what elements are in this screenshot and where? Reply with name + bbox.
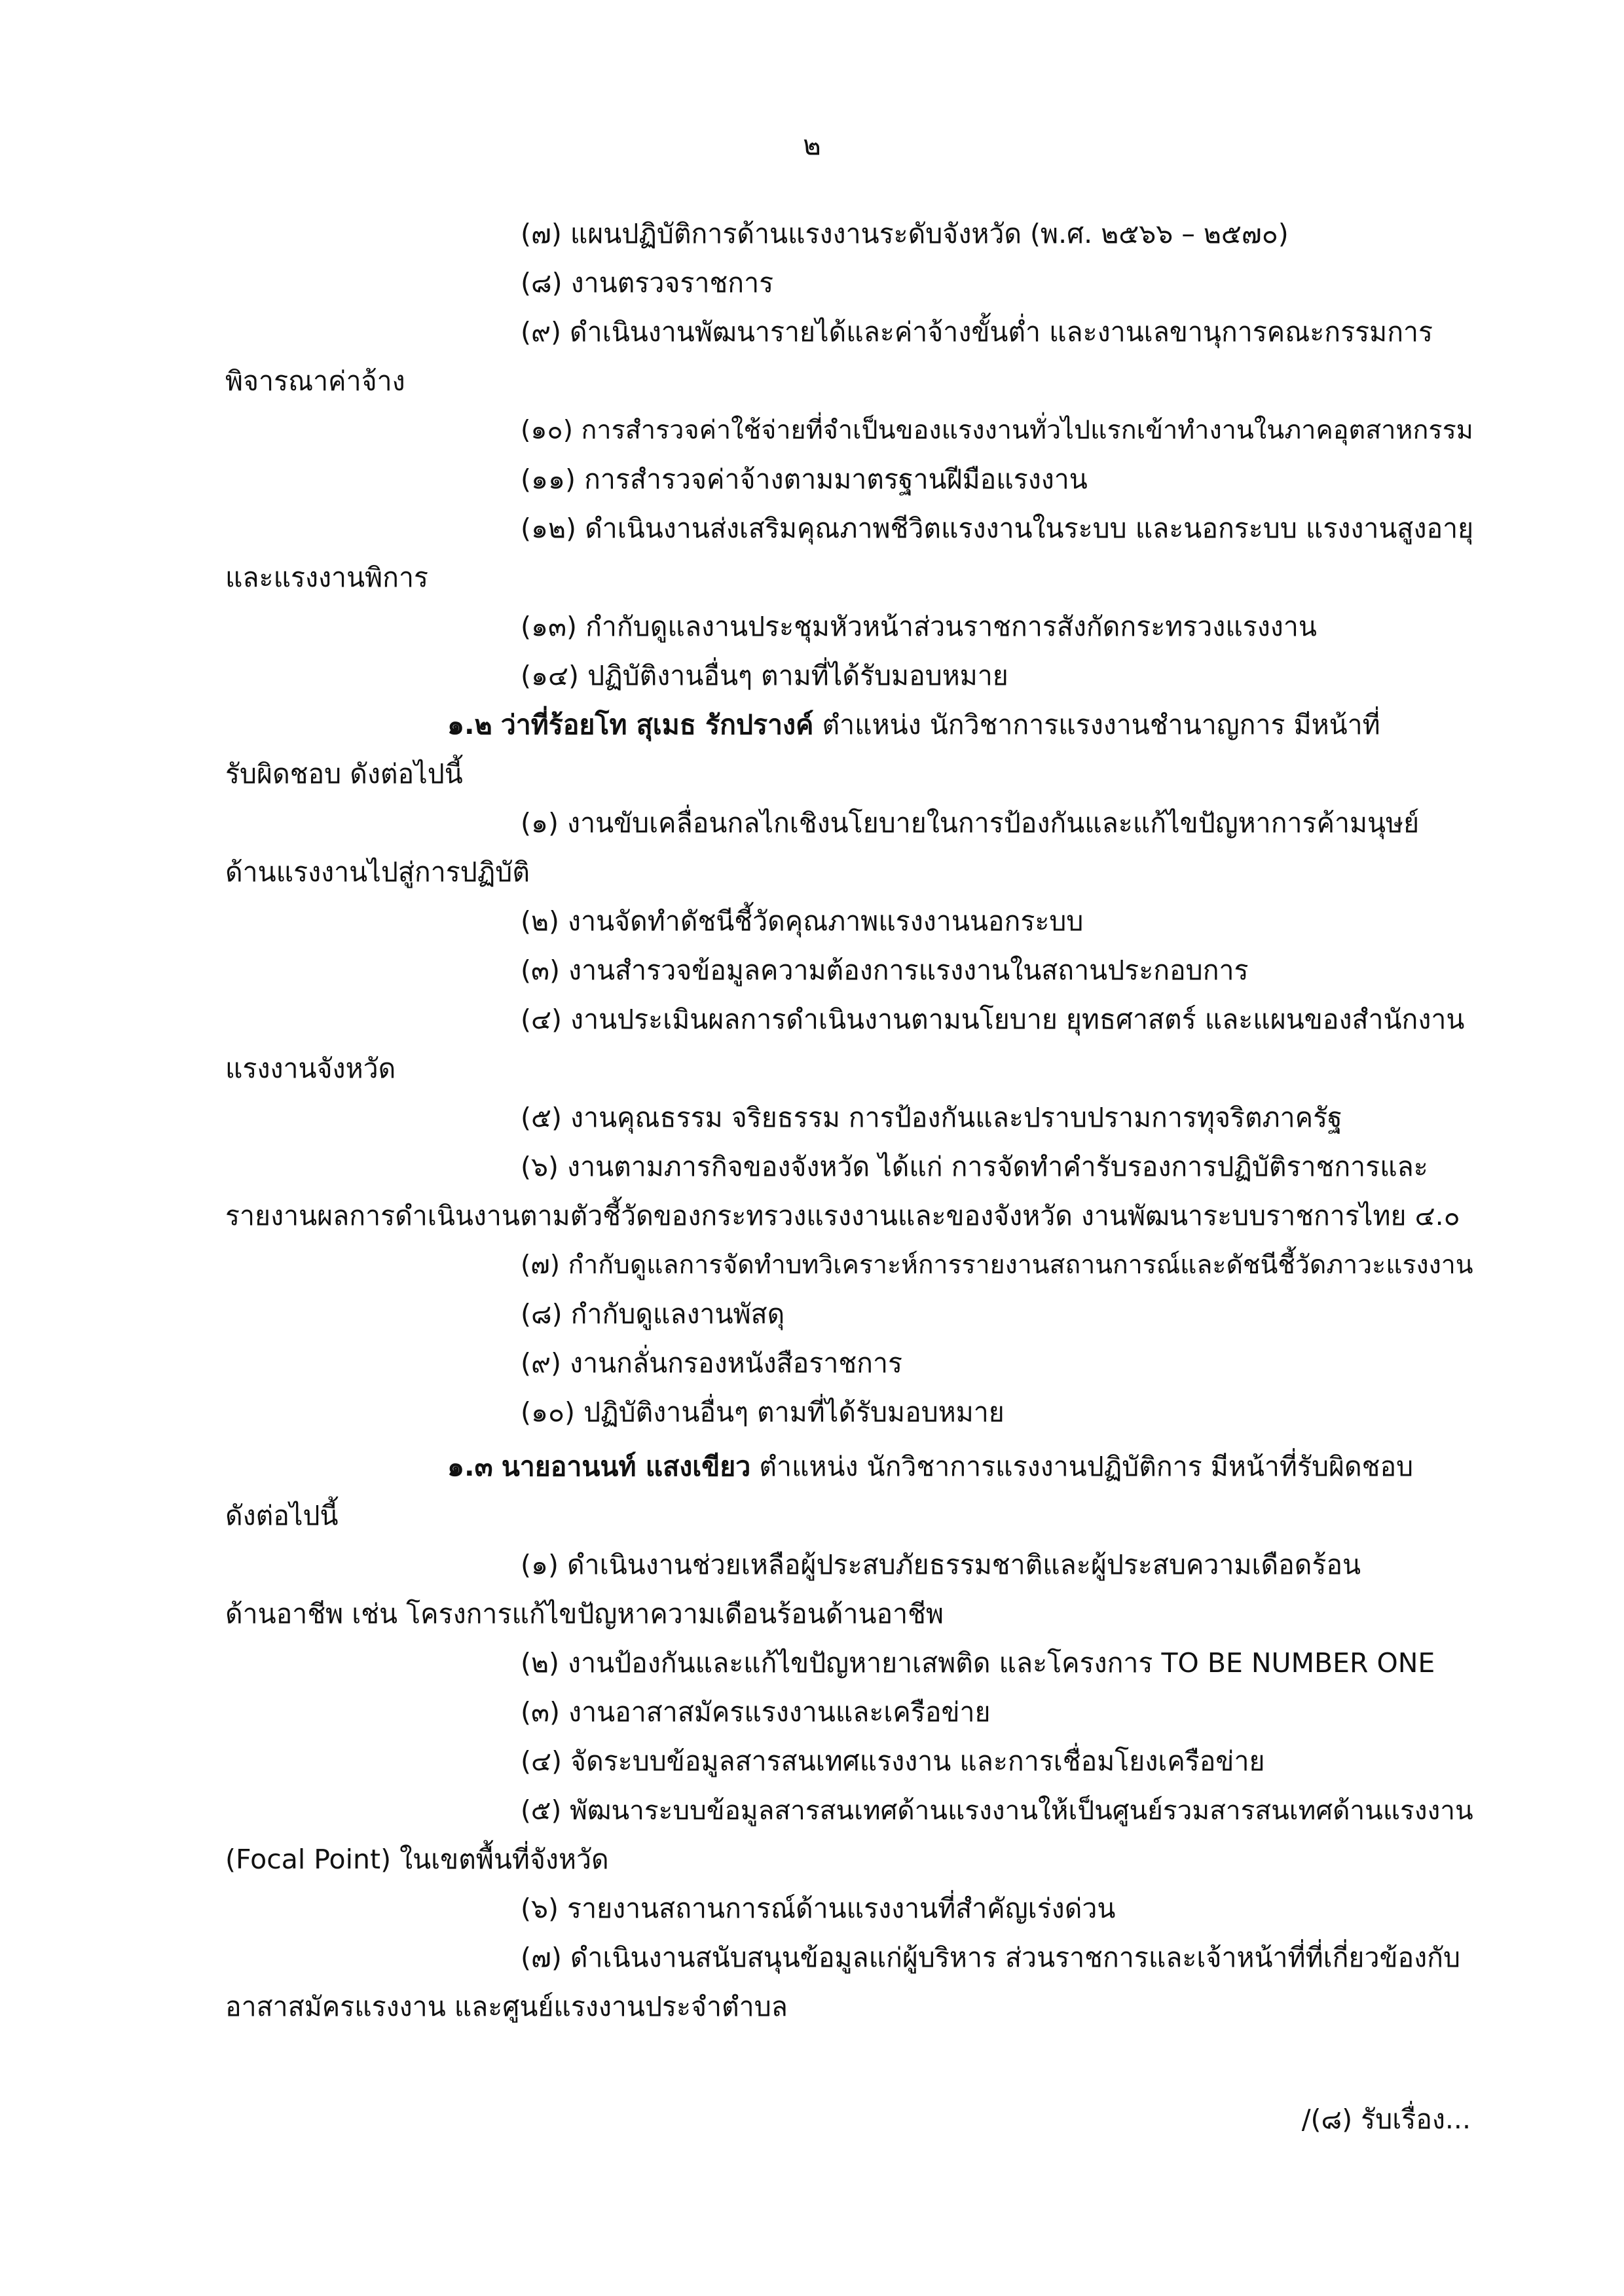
list-item: (๑) ดำเนินงานช่วยเหลือผู้ประสบภัยธรรมชาติและผู้ประสบความเดือดร้อน [521, 1549, 1361, 1580]
page-number: ๒ [803, 129, 821, 161]
continuation-note: /(๘) รับเรื่อง... [1301, 2104, 1471, 2135]
section-1-1 [0, 210, 1624, 701]
list-item: (๑๑) การสำรวจค่าจ้างตามมาตรฐานฝีมือแรงงาน [521, 464, 1088, 495]
section-number: ๑.๒ [447, 709, 492, 740]
list-item: (๗) ดำเนินงานสนับสนุนข้อมูลแก่ผู้บริหาร ส่วนราชการและเจ้าหน้าที่ที่เกี่ยวข้องกับ [521, 1942, 1460, 1973]
list-item: (๖) รายงานสถานการณ์ด้านแรงงานที่สำคัญเร่งด่วน [521, 1893, 1116, 1924]
list-item: (๑๐) การสำรวจค่าใช้จ่ายที่จำเป็นของแรงงานทั่วไปแรกเข้าทำงานในภาคอุตสาหกรรม [521, 415, 1473, 445]
list-item: (๑) งานขับเคลื่อนกลไกเชิงนโยบายในการป้องกันและแก้ไขปัญหาการค้ามนุษย์ [521, 807, 1420, 839]
list-item-continuation: และแรงงานพิการ [225, 562, 429, 593]
section-heading [0, 1442, 1624, 1491]
list-item-continuation: ด้านแรงงานไปสู่การปฏิบัติ [225, 856, 530, 888]
list-item: (๙) ดำเนินงานพัฒนารายได้และค่าจ้างขั้นต่ำ และงานเลขานุการคณะกรรมการ [521, 316, 1433, 348]
list-item: (๗) แผนปฏิบัติการด้านแรงงานระดับจังหวัด (พ.ศ. ๒๕๖๖ – ๒๕๗๐) [521, 218, 1289, 249]
section-number: ๑.๓ [447, 1451, 493, 1482]
list-item-continuation: แรงงานจังหวัด [225, 1053, 396, 1084]
document-body [0, 210, 1624, 2032]
list-item: (๑๒) ดำเนินงานส่งเสริมคุณภาพชีวิตแรงงานในระบบ และนอกระบบ แรงงานสูงอายุ [521, 513, 1474, 544]
position-text: ตำแหน่ง นักวิชาการแรงงานปฏิบัติการ มีหน้าที่รับผิดชอบ [759, 1451, 1414, 1482]
person-name: ว่าที่ร้อยโท สุเมธ รักปรางค์ [500, 709, 814, 740]
list-item: (๑๓) กำกับดูแลงานประชุมหัวหน้าส่วนราชการสังกัดกระทรวงแรงงาน [521, 611, 1317, 642]
list-item: (๔) จัดระบบข้อมูลสารสนเทศแรงงาน และการเชื่อมโยงเครือข่าย [521, 1745, 1265, 1777]
section-heading-continuation: ดังต่อไปนี้ [225, 1500, 339, 1531]
list-item-continuation: อาสาสมัครแรงงาน และศูนย์แรงงานประจำตำบล [225, 1991, 788, 2022]
list-item: (๓) งานอาสาสมัครแรงงานและเครือข่าย [521, 1696, 991, 1728]
list-item: (๗) กำกับดูแลการจัดทำบทวิเคราะห์การรายงานสถานการณ์และดัชนีชี้วัดภาวะแรงงาน [521, 1250, 1473, 1280]
list-item: (๘) งานตรวจราชการ [521, 267, 774, 299]
list-item: (๘) กำกับดูแลงานพัสดุ [521, 1298, 785, 1330]
section-1-2 [0, 701, 1624, 1437]
list-item: (๒) งานป้องกันและแก้ไขปัญหายาเสพติด และโครงการ TO BE NUMBER ONE [521, 1647, 1435, 1679]
list-item: (๖) งานตามภารกิจของจังหวัด ได้แก่ การจัดทำคำรับรองการปฏิบัติราชการและ [521, 1151, 1428, 1182]
list-item-continuation: (Focal Point) ในเขตพื้นที่จังหวัด [225, 1844, 609, 1875]
list-item: (๑๔) ปฏิบัติงานอื่นๆ ตามที่ได้รับมอบหมาย [521, 660, 1008, 691]
section-heading [0, 701, 1624, 750]
list-item: (๕) งานคุณธรรม จริยธรรม การป้องกันและปราบปรามการทุจริตภาครัฐ [521, 1102, 1342, 1133]
section-heading-continuation: รับผิดชอบ ดังต่อไปนี้ [225, 758, 463, 790]
person-name: นายอานนท์ แสงเขียว [501, 1451, 751, 1482]
position-text: ตำแหน่ง นักวิชาการแรงงานชำนาญการ มีหน้าที่ [822, 709, 1380, 740]
list-item-continuation: รายงานผลการดำเนินงานตามตัวชี้วัดของกระทรวงแรงงานและของจังหวัด งานพัฒนาระบบราชการไทย ๔.๐ [225, 1200, 1460, 1231]
list-item: (๕) พัฒนาระบบข้อมูลสารสนเทศด้านแรงงานให้เป็นศูนย์รวมสารสนเทศด้านแรงงาน [521, 1795, 1473, 1826]
list-item: (๒) งานจัดทำดัชนีชี้วัดคุณภาพแรงงานนอกระบบ [521, 905, 1084, 937]
list-item-continuation: พิจารณาค่าจ้าง [225, 365, 405, 397]
list-item: (๓) งานสำรวจข้อมูลความต้องการแรงงานในสถานประกอบการ [521, 955, 1249, 986]
section-1-3 [0, 1442, 1624, 2032]
list-item: (๔) งานประเมินผลการดำเนินงานตามนโยบาย ยุทธศาสตร์ และแผนของสำนักงาน [521, 1004, 1465, 1035]
list-item-continuation: ด้านอาชีพ เช่น โครงการแก้ไขปัญหาความเดือนร้อนด้านอาชีพ [225, 1598, 944, 1630]
list-item: (๙) งานกลั่นกรองหนังสือราชการ [521, 1347, 903, 1379]
list-item: (๑๐) ปฏิบัติงานอื่นๆ ตามที่ได้รับมอบหมาย [521, 1396, 1005, 1428]
